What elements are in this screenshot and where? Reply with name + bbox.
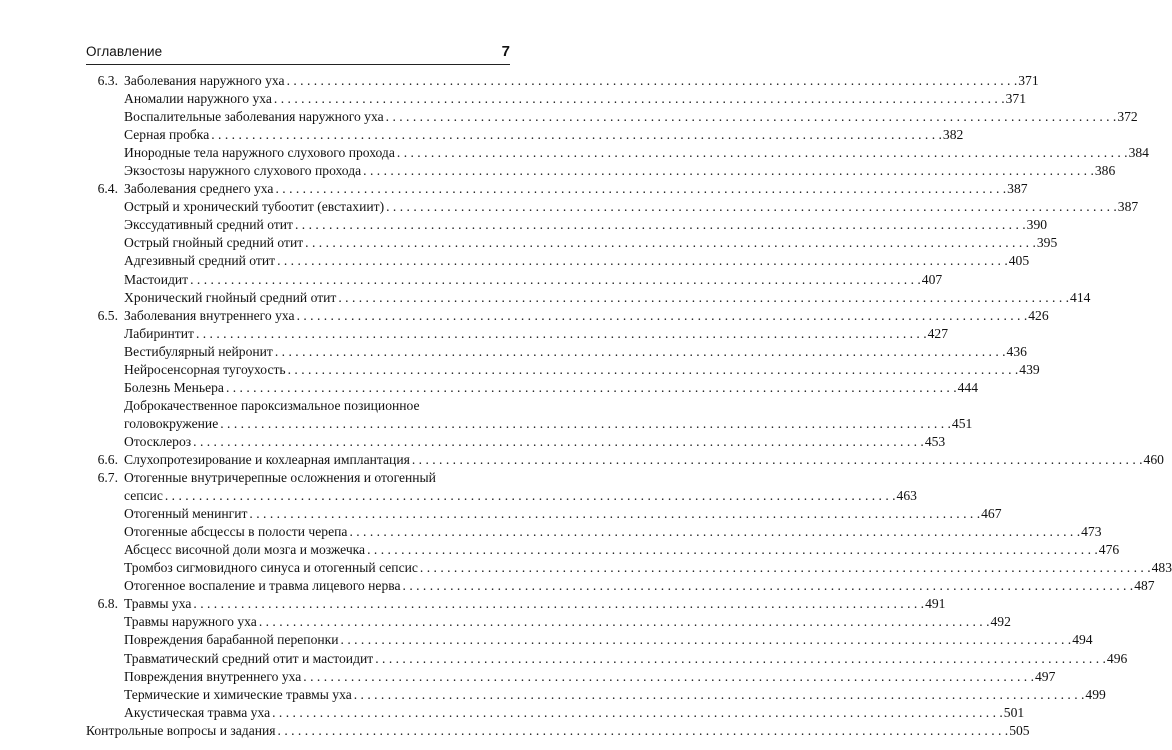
entry-title: Травмы уха bbox=[124, 596, 192, 612]
entry-title: Травматический средний отит и мастоидит bbox=[124, 650, 374, 666]
entry-page-number: 476 bbox=[1098, 542, 1120, 558]
leader-dots bbox=[193, 433, 924, 451]
toc-entry bbox=[86, 433, 946, 451]
leader-dots bbox=[288, 361, 1019, 379]
entry-title: Тромбоз сигмовидного синуса и отогенный сепсис bbox=[124, 560, 418, 576]
leader-dots bbox=[295, 216, 1026, 234]
entry-title: Травмы наружного уха bbox=[124, 614, 257, 630]
entry-page-number: 497 bbox=[1034, 668, 1056, 684]
entry-title: Термические и химические травмы уха bbox=[124, 686, 352, 702]
entry-title: головокружение bbox=[124, 415, 219, 431]
toc-entry bbox=[86, 451, 1164, 469]
leader-dots bbox=[165, 487, 896, 505]
toc-entry bbox=[86, 180, 1028, 198]
page-number: 7 bbox=[501, 43, 510, 60]
toc-entry bbox=[86, 541, 1120, 559]
toc-entry bbox=[86, 343, 1027, 361]
entry-title: Повреждения барабанной перепонки bbox=[124, 632, 339, 648]
entry-title: Острый и хронический тубоотит (евстахиит) bbox=[124, 199, 385, 215]
entry-title-first-line: Доброкачественное пароксизмальное позиционное bbox=[124, 397, 420, 413]
toc-entry bbox=[86, 613, 1011, 631]
leader-dots bbox=[297, 307, 1028, 325]
entry-title: Заболевания внутреннего уха bbox=[124, 307, 295, 323]
leader-dots bbox=[278, 722, 1009, 740]
section-number: 6.8. bbox=[97, 596, 118, 612]
leader-dots bbox=[349, 523, 1080, 541]
entry-title: Адгезивный средний отит bbox=[124, 253, 276, 269]
entry-title: Повреждения внутреннего уха bbox=[124, 668, 302, 684]
leader-dots bbox=[193, 595, 924, 613]
entry-page-number: 427 bbox=[927, 325, 949, 341]
toc-entry bbox=[86, 90, 1026, 108]
page-header bbox=[86, 38, 510, 65]
section-number: 6.5. bbox=[97, 307, 118, 323]
toc-entry bbox=[86, 361, 1040, 379]
toc-entry bbox=[86, 126, 964, 144]
entry-page-number: 407 bbox=[921, 271, 943, 287]
leader-dots bbox=[303, 668, 1034, 686]
entry-title: Воспалительные заболевания наружного уха bbox=[124, 109, 384, 125]
entry-page-number: 436 bbox=[1006, 343, 1027, 359]
toc-entry bbox=[86, 252, 1030, 270]
entry-title: Лабиринтит bbox=[124, 325, 194, 341]
toc-entry bbox=[86, 523, 1102, 541]
entry-page-number: 371 bbox=[1005, 91, 1026, 107]
toc-entry bbox=[86, 577, 1155, 595]
toc-entry bbox=[86, 289, 1091, 307]
entry-title: Заболевания наружного уха bbox=[124, 73, 285, 88]
entry-page-number: 414 bbox=[1070, 289, 1091, 305]
entry-page-number: 382 bbox=[942, 127, 964, 143]
leader-dots bbox=[211, 126, 942, 144]
toc-entry bbox=[86, 469, 917, 505]
entry-page-number: 492 bbox=[990, 614, 1011, 630]
leader-dots bbox=[277, 252, 1008, 270]
toc-entry bbox=[86, 559, 1172, 577]
entry-title: Мастоидит bbox=[124, 271, 189, 287]
entry-title: сепсис bbox=[124, 488, 163, 504]
leader-dots bbox=[386, 198, 1117, 216]
toc-entry bbox=[86, 271, 943, 289]
entry-page-number: 467 bbox=[981, 506, 1002, 522]
leader-dots bbox=[196, 325, 927, 343]
entry-page-number: 386 bbox=[1094, 163, 1116, 179]
entry-title: Инородные тела наружного слухового прохода bbox=[124, 145, 395, 161]
leader-dots bbox=[397, 144, 1128, 162]
leader-dots bbox=[249, 505, 980, 523]
toc-entry bbox=[86, 650, 1128, 668]
toc-entry bbox=[86, 397, 973, 433]
entry-page-number: 444 bbox=[957, 379, 978, 395]
entry-title: Заболевания среднего уха bbox=[124, 181, 274, 197]
entry-page-number: 483 bbox=[1151, 560, 1172, 576]
entry-page-number: 405 bbox=[1008, 253, 1030, 269]
entry-page-number: 473 bbox=[1081, 524, 1102, 540]
leader-dots bbox=[305, 234, 1036, 252]
entry-title: Отосклероз bbox=[124, 433, 192, 449]
leader-dots bbox=[403, 577, 1134, 595]
entry-title: Отогенное воспаление и травма лицевого нерва bbox=[124, 578, 401, 594]
leader-dots bbox=[274, 90, 1005, 108]
toc-entry bbox=[86, 722, 1030, 740]
entry-page-number: 491 bbox=[925, 596, 946, 612]
toc-entry bbox=[86, 198, 1139, 216]
entry-page-number: 494 bbox=[1072, 632, 1093, 648]
entry-page-number: 487 bbox=[1134, 578, 1155, 594]
leader-dots bbox=[190, 271, 921, 289]
leader-dots bbox=[363, 162, 1094, 180]
entry-page-number: 439 bbox=[1019, 361, 1040, 377]
entry-page-number: 426 bbox=[1028, 307, 1049, 323]
entry-page-number: 372 bbox=[1117, 109, 1138, 125]
entry-page-number: 387 bbox=[1117, 199, 1139, 215]
toc-entry bbox=[86, 505, 1002, 523]
entry-page-number: 371 bbox=[1018, 73, 1039, 88]
toc-entry bbox=[86, 704, 1025, 722]
toc-entry bbox=[86, 631, 1093, 649]
entry-page-number: 395 bbox=[1036, 235, 1058, 251]
entry-title: Абсцесс височной доли мозга и мозжечка bbox=[124, 542, 366, 558]
leader-dots bbox=[341, 631, 1072, 649]
leader-dots bbox=[354, 686, 1085, 704]
toc-entry bbox=[86, 668, 1056, 686]
entry-title: Контрольные вопросы и задания bbox=[86, 722, 276, 738]
entry-page-number: 463 bbox=[896, 488, 917, 504]
entry-page-number: 460 bbox=[1143, 451, 1164, 467]
leader-dots bbox=[272, 704, 1003, 722]
entry-title: Экссудативный средний отит bbox=[124, 217, 293, 233]
entry-title: Акустическая травма уха bbox=[124, 704, 271, 720]
section-number: 6.4. bbox=[97, 181, 118, 197]
leader-dots bbox=[259, 613, 990, 631]
entry-page-number: 453 bbox=[924, 433, 946, 449]
entry-title: Острый гнойный средний отит bbox=[124, 235, 304, 251]
leader-dots bbox=[287, 72, 1018, 90]
toc-entry bbox=[86, 595, 946, 613]
toc-entry bbox=[86, 108, 1138, 126]
leader-dots bbox=[338, 289, 1069, 307]
entry-page-number: 451 bbox=[951, 415, 973, 431]
leader-dots bbox=[275, 343, 1006, 361]
entry-page-number: 505 bbox=[1009, 722, 1030, 738]
entry-title: Серная пробка bbox=[124, 127, 210, 143]
entry-title: Отогенные абсцессы в полости черепа bbox=[124, 524, 348, 540]
toc-entry bbox=[86, 686, 1106, 704]
leader-dots bbox=[420, 559, 1151, 577]
leader-dots bbox=[386, 108, 1117, 126]
entry-title: Слухопротезирование и кохлеарная имплантация bbox=[124, 451, 410, 467]
entry-title: Болезнь Меньера bbox=[124, 379, 224, 395]
table-of-contents bbox=[86, 72, 1172, 740]
leader-dots bbox=[220, 415, 951, 433]
section-number: 6.3. bbox=[97, 73, 118, 88]
leader-dots bbox=[375, 650, 1106, 668]
entry-title: Нейросенсорная тугоухость bbox=[124, 361, 286, 377]
toc-entry bbox=[86, 144, 1149, 162]
entry-title: Отогенный менингит bbox=[124, 506, 248, 522]
entry-page-number: 390 bbox=[1026, 217, 1048, 233]
running-title: Оглавление bbox=[86, 44, 163, 59]
entry-page-number: 496 bbox=[1106, 650, 1128, 666]
entry-page-number: 384 bbox=[1128, 145, 1149, 161]
entry-page-number: 387 bbox=[1007, 181, 1028, 197]
toc-entry bbox=[86, 72, 1039, 90]
entry-title: Вестибулярный нейронит bbox=[124, 343, 273, 359]
toc-entry bbox=[86, 216, 1048, 234]
entry-page-number: 501 bbox=[1003, 704, 1025, 720]
leader-dots bbox=[275, 180, 1006, 198]
toc-entry bbox=[86, 325, 949, 343]
toc-entry bbox=[86, 307, 1049, 325]
leader-dots bbox=[226, 379, 957, 397]
section-number: 6.7. bbox=[97, 470, 118, 486]
toc-entry bbox=[86, 234, 1058, 252]
toc-entry bbox=[86, 379, 978, 397]
entry-title: Экзостозы наружного слухового прохода bbox=[124, 163, 362, 179]
entry-title-first-line: Отогенные внутричерепные осложнения и отогенный bbox=[124, 470, 436, 486]
leader-dots bbox=[412, 451, 1143, 469]
entry-page-number: 499 bbox=[1085, 686, 1106, 702]
entry-title: Хронический гнойный средний отит bbox=[124, 289, 337, 305]
leader-dots bbox=[367, 541, 1098, 559]
entry-title: Аномалии наружного уха bbox=[124, 91, 272, 107]
section-number: 6.6. bbox=[97, 451, 118, 467]
toc-entry bbox=[86, 162, 1116, 180]
